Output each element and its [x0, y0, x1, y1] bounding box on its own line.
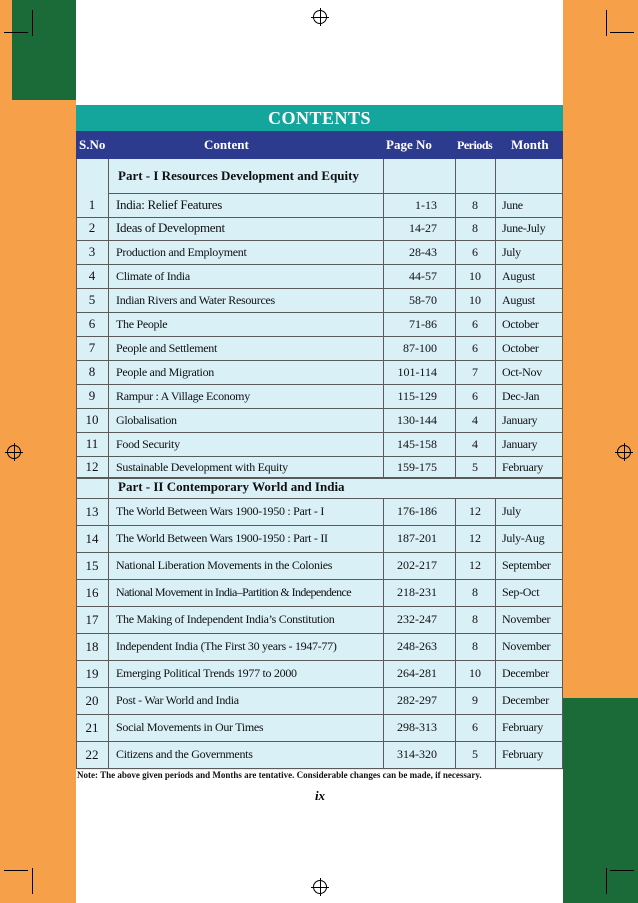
row-month: August [502, 293, 535, 307]
grid-line [76, 477, 563, 478]
grid-line [495, 193, 496, 477]
part-heading: Part - II Contemporary World and India [118, 479, 345, 494]
row-content: The Making of Independent India’s Constitution [116, 612, 335, 626]
row-sno: 14 [85, 531, 99, 546]
row-content: People and Settlement [116, 341, 218, 355]
row-content: Post - War World and India [116, 693, 239, 707]
row-month: October [502, 341, 539, 355]
row-content: Indian Rivers and Water Resources [116, 293, 275, 307]
row-sno: 1 [88, 197, 96, 212]
row-periods: 4 [472, 437, 478, 451]
row-sno: 8 [88, 364, 96, 379]
row-page: 14-27 [409, 221, 437, 235]
footnote: Note: The above given periods and Months are tentative. Considerable changes can be made, if necessary. [77, 770, 482, 780]
table-header [76, 131, 563, 159]
row-sno: 4 [88, 268, 96, 283]
row-page: 248-263 [397, 639, 437, 653]
row-month: November [502, 612, 551, 626]
row-periods: 10 [469, 269, 481, 283]
row-month: January [502, 413, 538, 427]
part-heading: Part - I Resources Development and Equity [118, 168, 359, 183]
row-content: Food Security [116, 437, 180, 451]
row-page: 28-43 [409, 245, 437, 259]
row-content: India: Relief Features [116, 197, 223, 212]
row-month: July-Aug [502, 531, 545, 545]
row-periods: 9 [472, 693, 478, 707]
row-content: National Movement in India–Partition & Independence [116, 585, 351, 599]
grid-line [455, 159, 456, 193]
row-content: Independent India (The First 30 years - 1947-77) [116, 639, 337, 653]
row-periods: 12 [469, 558, 481, 572]
row-page: 187-201 [397, 531, 437, 545]
row-page: 202-217 [397, 558, 437, 572]
row-month: June [502, 198, 523, 212]
registration-mark-icon [313, 10, 327, 24]
grid-line [108, 193, 109, 477]
row-periods: 10 [469, 293, 481, 307]
row-content: Sustainable Development with Equity [116, 460, 288, 474]
row-page: 115-129 [397, 389, 437, 403]
row-periods: 12 [469, 504, 481, 518]
row-page: 218-231 [397, 585, 437, 599]
row-content: Rampur : A Village Economy [116, 389, 250, 403]
grid-line [76, 498, 563, 499]
row-periods: 6 [472, 317, 478, 331]
row-month: August [502, 269, 535, 283]
crop-mark [606, 10, 607, 36]
row-month: Sep-Oct [502, 585, 540, 599]
row-page: 87-100 [403, 341, 437, 355]
row-month: February [502, 460, 543, 474]
row-periods: 10 [469, 666, 481, 680]
row-page: 101-114 [397, 365, 437, 379]
row-sno: 10 [85, 412, 99, 427]
row-periods: 8 [472, 612, 478, 626]
row-month: June-July [502, 221, 546, 235]
row-page: 298-313 [397, 720, 437, 734]
row-sno: 18 [85, 639, 99, 654]
right-green-block [563, 698, 638, 903]
row-sno: 2 [88, 220, 96, 235]
registration-mark-icon [313, 880, 327, 894]
grid-line [562, 159, 563, 768]
row-month: December [502, 693, 549, 707]
row-sno: 11 [85, 436, 99, 451]
header-page: Page No [386, 137, 432, 152]
row-periods: 12 [469, 531, 481, 545]
row-sno: 3 [88, 244, 96, 259]
row-page: 314-320 [397, 747, 437, 761]
header-periods: Periods [457, 138, 493, 152]
row-page: 58-70 [409, 293, 437, 307]
registration-mark-icon [7, 445, 21, 459]
crop-mark [606, 868, 607, 894]
row-periods: 7 [472, 365, 478, 379]
row-sno: 22 [85, 747, 99, 762]
grid-line [383, 159, 384, 193]
row-page: 176-186 [397, 504, 437, 518]
row-page: 130-144 [397, 413, 437, 427]
row-page: 145-158 [397, 437, 437, 451]
row-periods: 6 [472, 720, 478, 734]
row-page: 71-86 [409, 317, 437, 331]
row-content: Climate of India [116, 269, 190, 283]
row-page: 159-175 [397, 460, 437, 474]
row-sno: 19 [85, 666, 99, 681]
row-month: July [502, 504, 521, 518]
row-periods: 6 [472, 245, 478, 259]
row-month: July [502, 245, 521, 259]
row-month: November [502, 639, 551, 653]
row-periods: 6 [472, 341, 478, 355]
crop-mark [4, 870, 28, 871]
header-content: Content [204, 137, 249, 152]
row-sno: 20 [85, 693, 99, 708]
row-content: The World Between Wars 1900-1950 : Part - II [116, 531, 328, 545]
left-green-block [12, 0, 76, 100]
grid-line [76, 768, 563, 769]
row-sno: 16 [85, 585, 99, 600]
row-month: Dec-Jan [502, 389, 540, 403]
row-month: September [502, 558, 551, 572]
grid-line [108, 477, 109, 498]
row-content: The World Between Wars 1900-1950 : Part - I [116, 504, 325, 518]
grid-line [495, 159, 496, 193]
grid-line [108, 159, 109, 193]
row-month: October [502, 317, 539, 331]
row-month: February [502, 720, 543, 734]
crop-mark [4, 32, 28, 33]
row-sno: 21 [85, 720, 99, 735]
row-content: Production and Employment [116, 245, 247, 259]
row-content: People and Migration [116, 365, 214, 379]
row-month: December [502, 666, 549, 680]
row-content: Social Movements in Our Times [116, 720, 264, 734]
crop-mark [610, 32, 634, 33]
row-page: 44-57 [409, 269, 437, 283]
row-periods: 8 [472, 221, 478, 235]
header-month: Month [511, 137, 549, 152]
row-page: 1-13 [415, 198, 437, 212]
row-periods: 5 [472, 460, 478, 474]
row-periods: 8 [472, 639, 478, 653]
row-content: Citizens and the Governments [116, 747, 253, 761]
crop-mark [610, 870, 634, 871]
row-sno: 5 [88, 292, 96, 307]
row-page: 264-281 [397, 666, 437, 680]
registration-mark-icon [617, 445, 631, 459]
row-content: Globalisation [116, 413, 177, 427]
row-sno: 13 [85, 504, 99, 519]
row-sno: 12 [85, 459, 99, 474]
row-periods: 5 [472, 747, 478, 761]
page-number: ix [314, 788, 326, 803]
crop-mark [32, 868, 33, 894]
row-content: The People [116, 317, 168, 331]
row-periods: 4 [472, 413, 478, 427]
row-sno: 17 [85, 612, 99, 627]
row-content: National Liberation Movements in the Colonies [116, 558, 333, 572]
row-month: January [502, 437, 538, 451]
row-page: 282-297 [397, 693, 437, 707]
row-content: Emerging Political Trends 1977 to 2000 [116, 666, 297, 680]
row-sno: 9 [88, 388, 96, 403]
row-content: Ideas of Development [116, 220, 225, 235]
header-sno: S.No [79, 137, 106, 152]
row-month: February [502, 747, 543, 761]
page-title: CONTENTS [76, 105, 563, 131]
row-periods: 6 [472, 389, 478, 403]
row-sno: 7 [88, 340, 96, 355]
row-periods: 8 [472, 198, 478, 212]
row-periods: 8 [472, 585, 478, 599]
crop-mark [32, 10, 33, 36]
row-sno: 15 [85, 558, 99, 573]
row-page: 232-247 [397, 612, 437, 626]
row-month: Oct-Nov [502, 365, 542, 379]
grid-line [76, 478, 563, 479]
row-sno: 6 [88, 316, 96, 331]
